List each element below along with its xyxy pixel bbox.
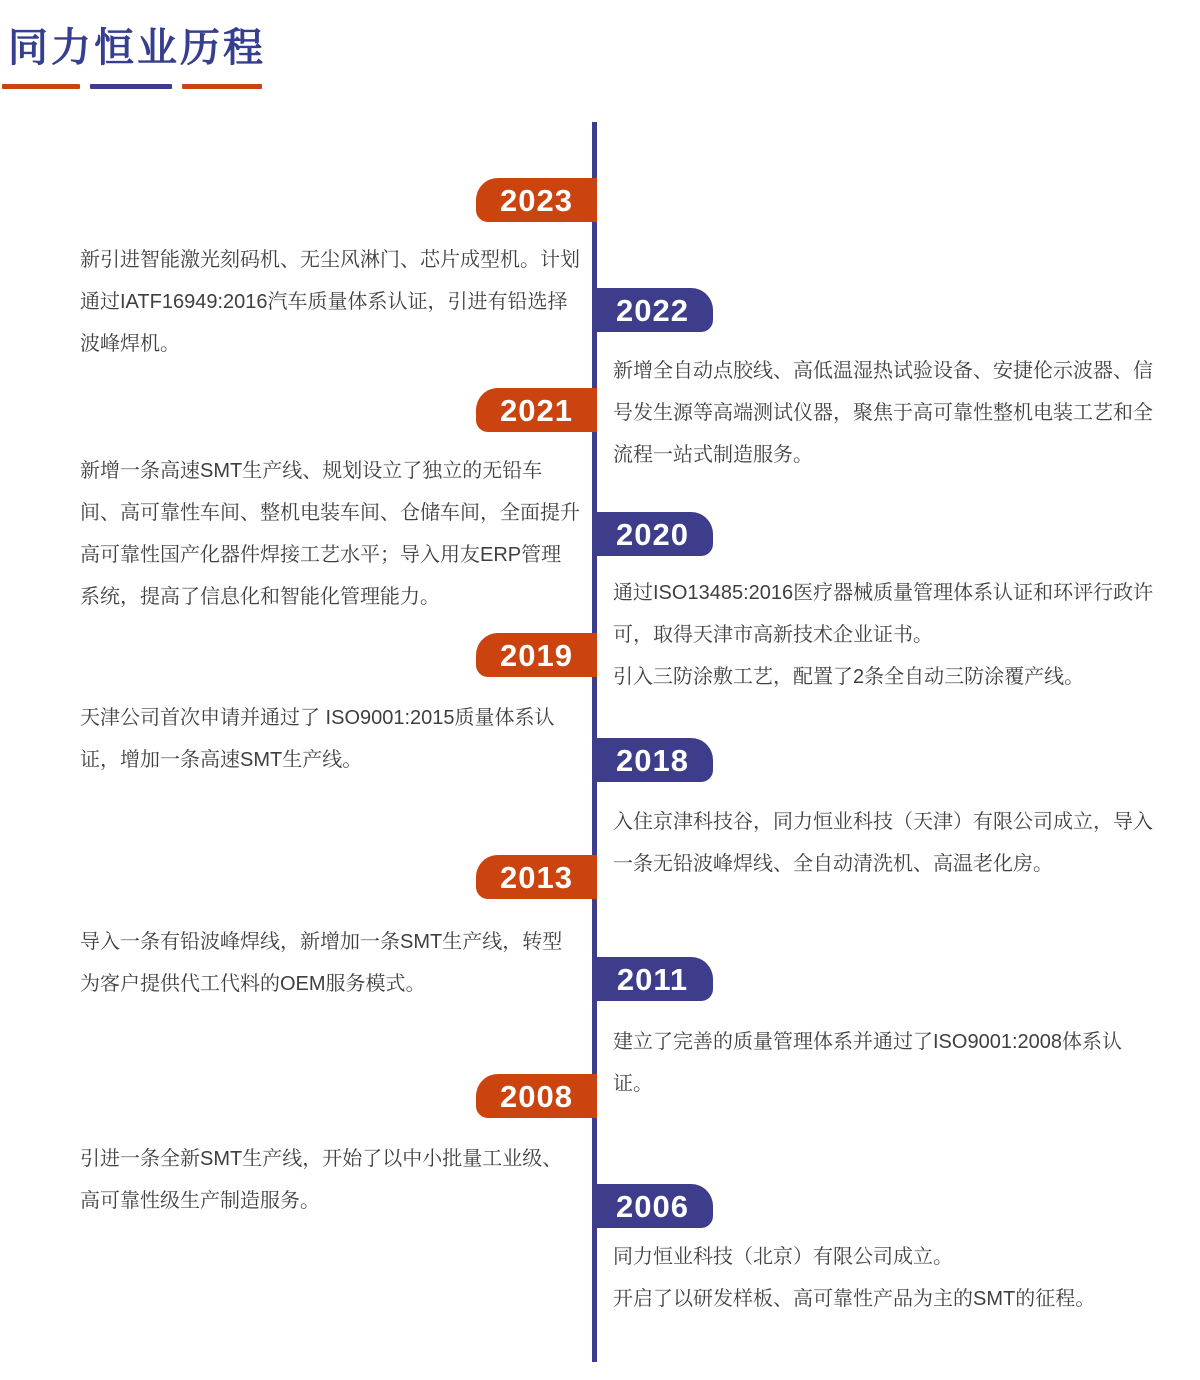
- year-badge-2006: 2006: [592, 1184, 713, 1228]
- milestone-line: 导入一条有铅波峰焊线，新增加一条SMT生产线，转型为客户提供代工代料的OEM服务模式。: [80, 931, 563, 995]
- year-badge-2019: 2019: [476, 633, 597, 677]
- year-badge-2013: 2013: [476, 855, 597, 899]
- year-badge-2020: 2020: [592, 512, 713, 556]
- milestone-line: 建立了完善的质量管理体系并通过了ISO9001:2008体系认证。: [613, 1031, 1122, 1095]
- milestone-text-2020: [613, 572, 1158, 698]
- year-badge-2018: 2018: [592, 738, 713, 782]
- page-title: 同力恒业历程: [8, 26, 266, 70]
- milestone-text-2022: [613, 350, 1158, 476]
- milestone-text-2008: [80, 1138, 580, 1222]
- year-badge-2022: 2022: [592, 288, 713, 332]
- milestone-line: 通过ISO13485:2016医疗器械质量管理体系认证和环评行政许可，取得天津市高新技术企业证书。: [613, 582, 1154, 646]
- milestone-text-2021: [80, 450, 580, 618]
- milestone-text-2013: [80, 921, 580, 1005]
- milestone-text-2011: [613, 1021, 1158, 1105]
- milestone-line: 新增全自动点胶线、高低温湿热试验设备、安捷伦示波器、信号发生源等高端测试仪器，聚焦于高可靠性整机电装工艺和全流程一站式制造服务。: [613, 360, 1153, 466]
- year-badge-2021: 2021: [476, 388, 597, 432]
- milestone-line: 新引进智能激光刻码机、无尘风淋门、芯片成型机。计划通过IATF16949:2016汽车质量体系认证，引进有铅选择波峰焊机。: [80, 249, 580, 355]
- milestone-line: 入住京津科技谷，同力恒业科技（天津）有限公司成立，导入一条无铅波峰焊线、全自动清洗机、高温老化房。: [613, 811, 1153, 875]
- milestone-line: 天津公司首次申请并通过了 ISO9001:2015质量体系认证，增加一条高速SMT生产线。: [80, 707, 555, 771]
- title-underline-segment-purple: [90, 84, 172, 89]
- milestone-line: 开启了以研发样板、高可靠性产品为主的SMT的征程。: [613, 1288, 1096, 1310]
- year-badge-2008: 2008: [476, 1074, 597, 1118]
- milestone-line: 引入三防涂敷工艺，配置了2条全自动三防涂覆产线。: [613, 666, 1085, 688]
- year-badge-2011: 2011: [592, 957, 713, 1001]
- title-underline-segment-orange-left: [2, 84, 80, 89]
- milestone-text-2006: [613, 1236, 1158, 1320]
- milestone-text-2023: [80, 239, 580, 365]
- milestone-text-2018: [613, 801, 1158, 885]
- title-underline-segment-orange-right: [182, 84, 262, 89]
- milestone-text-2019: [80, 697, 580, 781]
- year-badge-2023: 2023: [476, 178, 597, 222]
- milestone-line: 同力恒业科技（北京）有限公司成立。: [613, 1246, 953, 1268]
- milestone-line: 引进一条全新SMT生产线，开始了以中小批量工业级、高可靠性级生产制造服务。: [80, 1148, 563, 1212]
- title-underline: [2, 84, 262, 89]
- milestone-line: 新增一条高速SMT生产线、规划设立了独立的无铅车间、高可靠性车间、整机电装车间、仓储车间，全面提升高可靠性国产化器件焊接工艺水平；导入用友ERP管理系统，提高了信息化和智能化管理能力。: [80, 460, 580, 608]
